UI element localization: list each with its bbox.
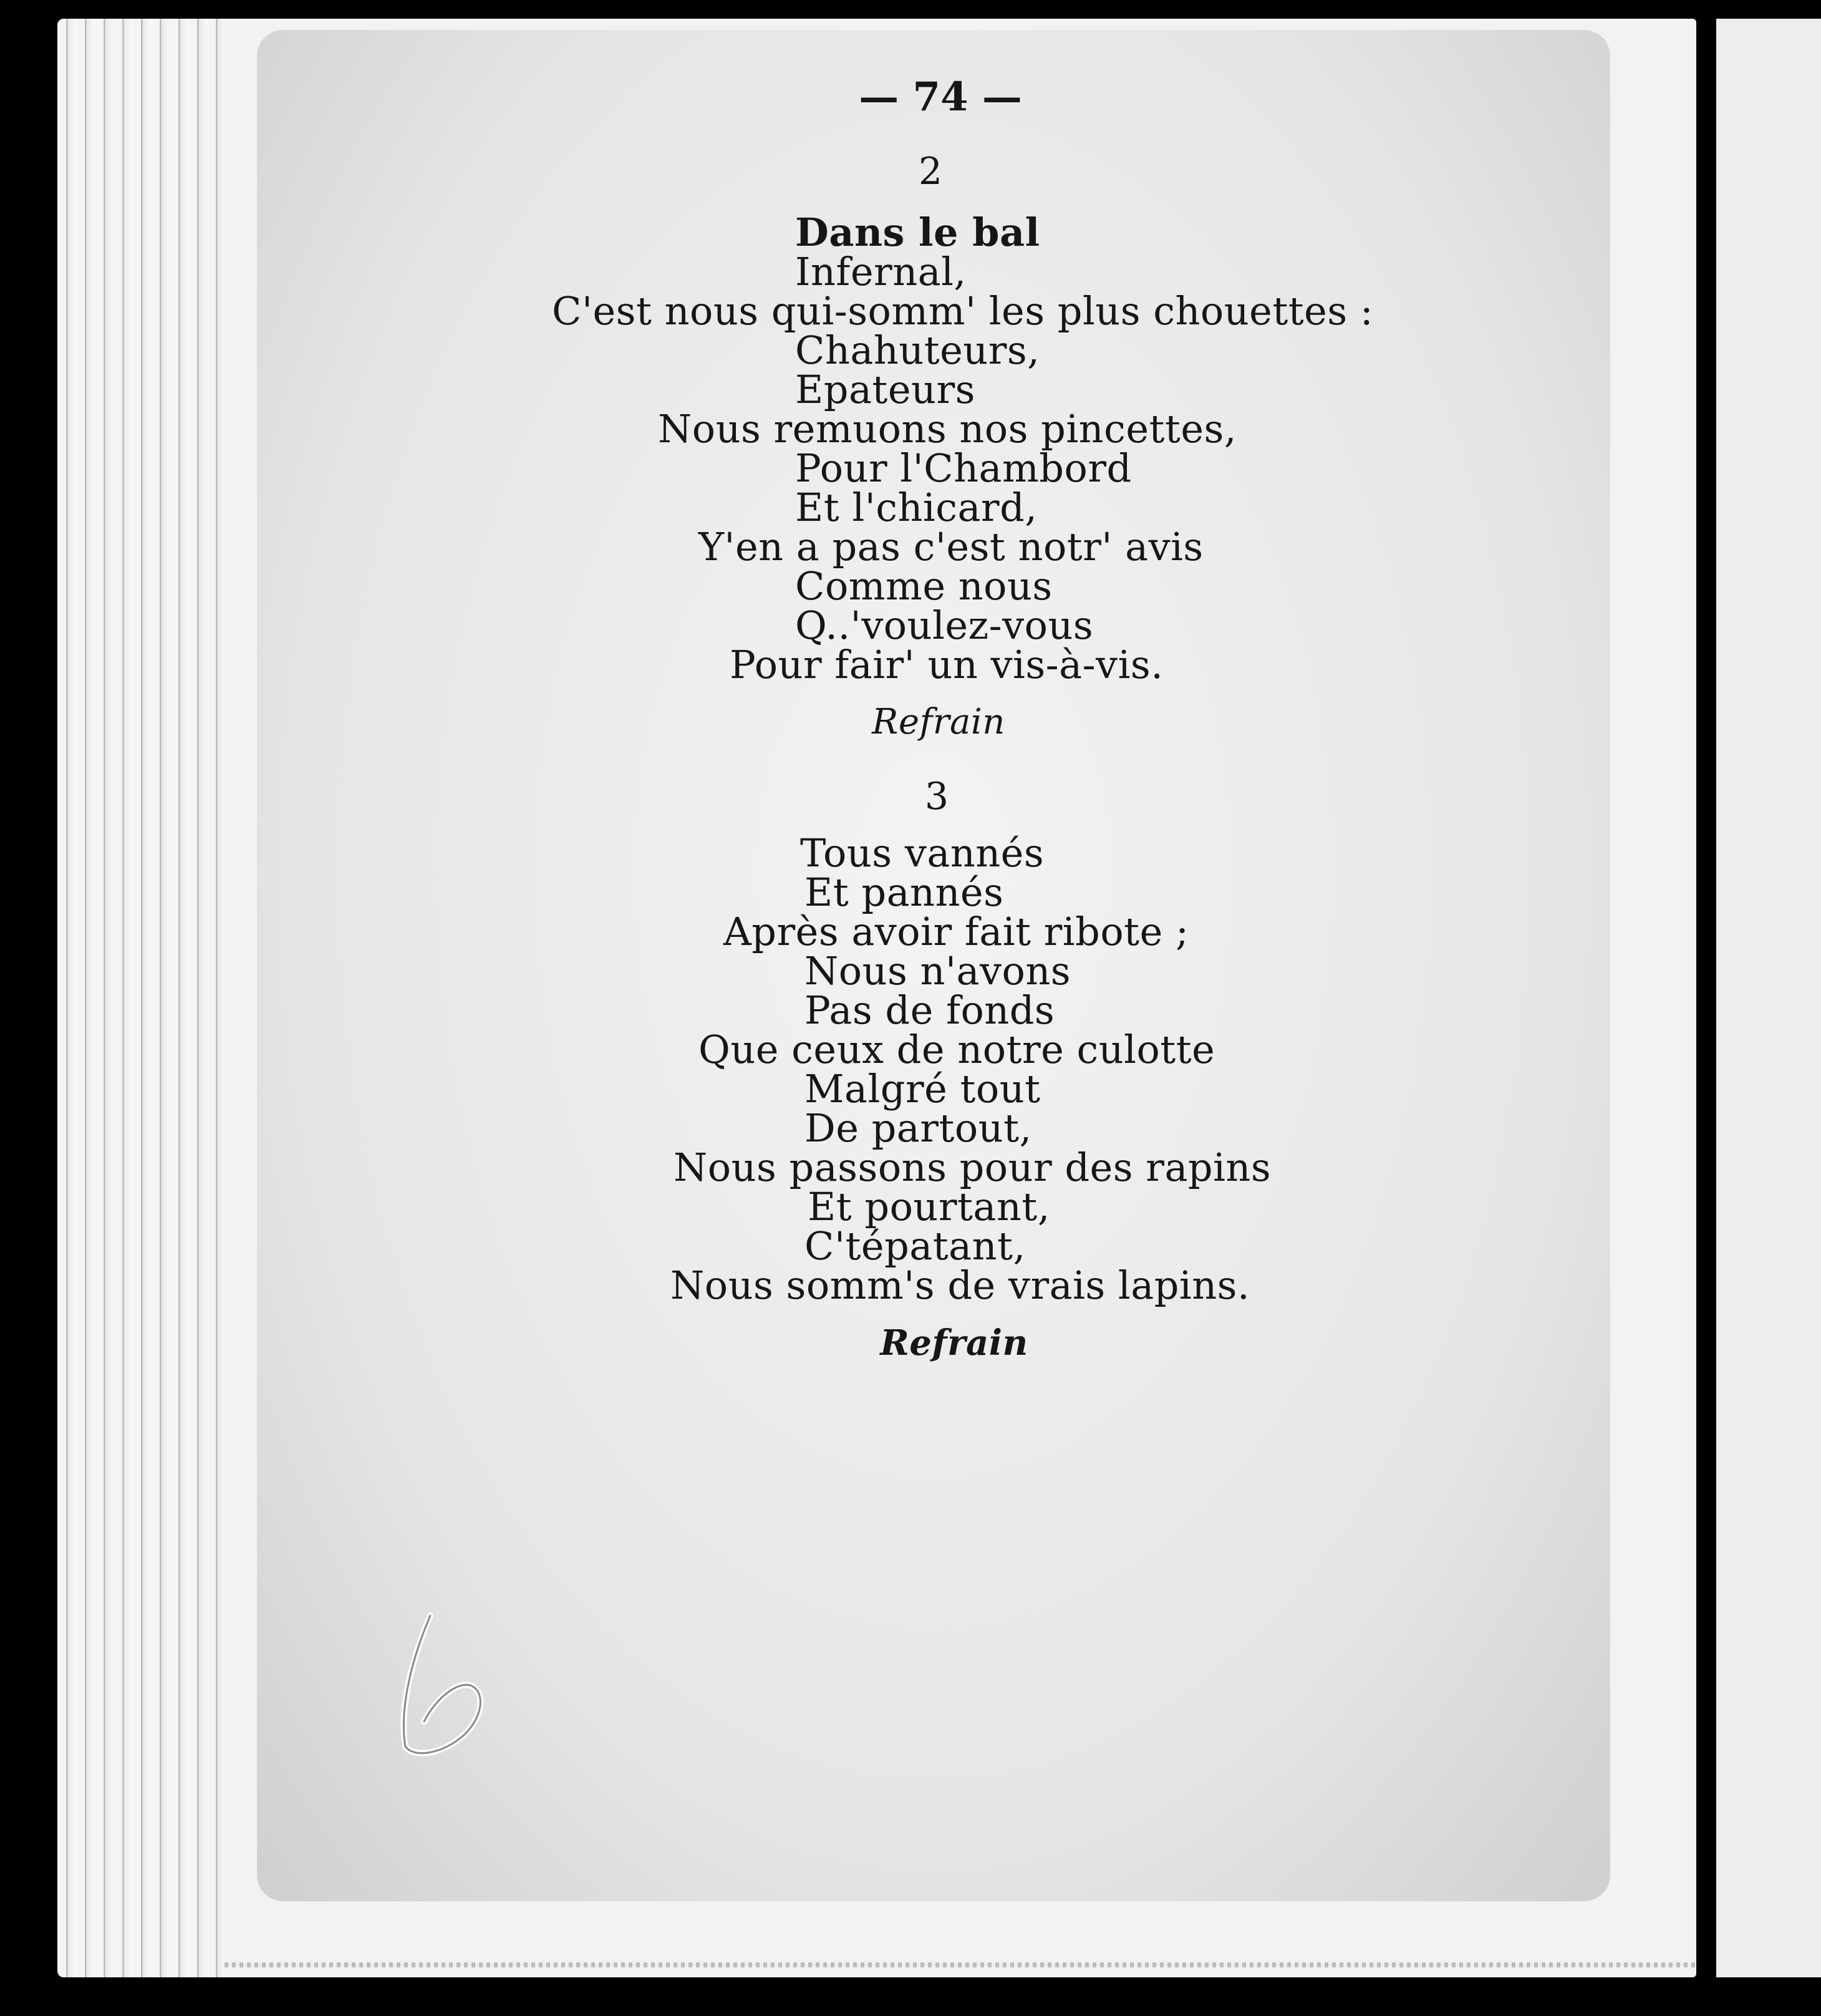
verse-line: Nous somm's de vrais lapins. (670, 1262, 1250, 1308)
verse-line: Nous remuons nos pincettes, (658, 406, 1237, 452)
verse-line: Y'en a pas c'est notr' avis (698, 524, 1204, 569)
verse-line: Nous passons pour des rapins (674, 1145, 1272, 1190)
verse-line: Dans le bal (795, 210, 1040, 255)
verse-line: Que ceux de notre culotte (698, 1027, 1215, 1072)
verse-line: Pour l'Chambord (795, 445, 1132, 491)
verse-line: Pour fair' un vis-à-vis. (730, 642, 1164, 687)
verse-line: Nous n'avons (804, 948, 1071, 994)
stanza-number: 3 (924, 775, 949, 818)
verse-line: Et pannés (804, 870, 1004, 915)
verse-line: Et l'chicard, (795, 485, 1038, 530)
verse-line: De partout, (804, 1105, 1032, 1151)
verse-line: Infernal, (795, 249, 967, 294)
page-bottom-edge (225, 1962, 1696, 1967)
verse-line: Epateurs (795, 367, 975, 412)
refrain-label: Refrain (880, 1322, 1028, 1364)
verse-line: C'tépatant, (804, 1223, 1026, 1269)
verse-line: Après avoir fait ribote ; (723, 909, 1189, 954)
verse-line: Q..'voulez-vous (795, 603, 1094, 648)
verse-line: Pas de fonds (804, 987, 1055, 1033)
refrain-label: Refrain (872, 702, 1005, 742)
stanza-number: 2 (918, 150, 943, 193)
verse-line: Chahuteurs, (795, 327, 1040, 373)
verse-line: Tous vannés (800, 830, 1045, 876)
pencil-annotation-mark (387, 1603, 499, 1765)
page-number: — 74 — (859, 74, 1022, 120)
verse-line: C'est nous qui-somm' les plus chouettes : (552, 288, 1374, 334)
verse-line: Comme nous (795, 563, 1053, 609)
verse-line: Et pourtant, (808, 1184, 1050, 1229)
verse-line: Malgré tout (804, 1066, 1041, 1112)
